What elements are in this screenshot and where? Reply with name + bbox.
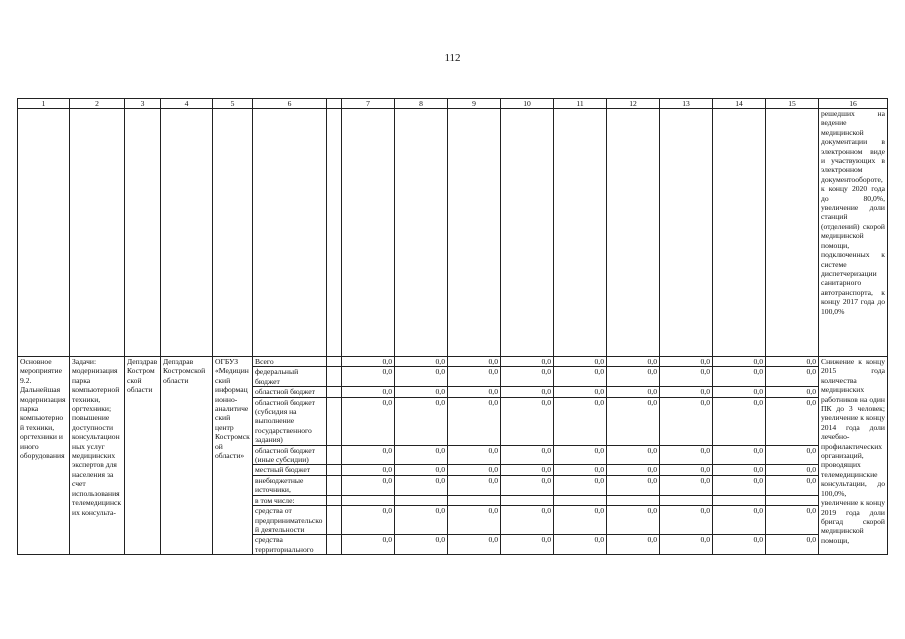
funding-value: 0,0 [713, 535, 766, 555]
header-cell: 15 [766, 99, 819, 109]
funding-source: средства от предпринимательской деятельности [253, 506, 327, 535]
funding-value: 0,0 [766, 445, 819, 465]
funding-value [395, 495, 448, 505]
funding-source: областной бюджет (иные субсидии) [253, 445, 327, 465]
funding-value: 0,0 [607, 445, 660, 465]
funding-value: 0,0 [501, 535, 554, 555]
header-cell: 1 [18, 99, 70, 109]
continued-result-text: решедших на ведение медицинской документации в электронном виде и участвующих в электронном документообороте, к концу 2020 года до 80,0%, увеличение доли станций (отделений) скорой медицинской помощи, подключенных к системе диспетчеризации санитарного автотранспорта, к концу 2017 года до 100,0% [819, 109, 888, 357]
funding-value: 0,0 [342, 397, 395, 445]
funding-value: 0,0 [342, 357, 395, 367]
measure-col5: ОГБУЗ «Медицинский информационно-аналитический центр Костромской области» [213, 357, 253, 555]
funding-value: 0,0 [607, 357, 660, 367]
funding-value: 0,0 [554, 535, 607, 555]
funding-value: 0,0 [660, 445, 713, 465]
funding-value: 0,0 [554, 465, 607, 475]
funding-value: 0,0 [766, 506, 819, 535]
funding-value: 0,0 [713, 357, 766, 367]
funding-value: 0,0 [607, 367, 660, 387]
funding-value: 0,0 [395, 465, 448, 475]
funding-value: 0,0 [448, 387, 501, 397]
empty-cell [327, 475, 342, 495]
page-number: 112 [444, 52, 461, 64]
header-cell: 13 [660, 99, 713, 109]
funding-value: 0,0 [766, 367, 819, 387]
header-row [18, 99, 888, 109]
funding-value: 0,0 [554, 357, 607, 367]
funding-value: 0,0 [660, 465, 713, 475]
funding-value: 0,0 [713, 397, 766, 445]
funding-value: 0,0 [554, 367, 607, 387]
funding-value [448, 495, 501, 505]
financing-table [17, 98, 888, 555]
funding-source: внебюджетные источники, [253, 475, 327, 495]
funding-value: 0,0 [501, 506, 554, 535]
measure-body [18, 357, 888, 555]
funding-value: 0,0 [607, 475, 660, 495]
funding-value: 0,0 [554, 506, 607, 535]
funding-value [766, 495, 819, 505]
funding-value: 0,0 [342, 506, 395, 535]
funding-value: 0,0 [501, 445, 554, 465]
funding-row [18, 357, 888, 367]
header-cell: 2 [70, 99, 125, 109]
funding-value: 0,0 [713, 506, 766, 535]
funding-value: 0,0 [395, 445, 448, 465]
funding-value: 0,0 [607, 387, 660, 397]
measure-result: Снижение к концу 2015 года количества медицинских работников на один ПК до 3 человек; увеличение к концу 2014 года доли лечебно-профилактических организаций, проводящих телемедицинские консультации, до 100,0%, увеличение к концу 2019 года доли бригад скорой медицинской помощи, [819, 357, 888, 555]
funding-value: 0,0 [342, 367, 395, 387]
funding-source: областной бюджет (субсидия на выполнение государственного задания) [253, 397, 327, 445]
measure-col1: Основное мероприятие 9.2. Дальнейшая модернизация парка компьютерной техники, оргтехники и иного оборудования [18, 357, 70, 555]
funding-value: 0,0 [660, 357, 713, 367]
funding-value [342, 495, 395, 505]
measure-col4: Депздрав Костромской области [161, 357, 213, 555]
empty-cell [327, 387, 342, 397]
funding-value: 0,0 [395, 475, 448, 495]
funding-value: 0,0 [501, 475, 554, 495]
funding-value: 0,0 [660, 475, 713, 495]
funding-value: 0,0 [395, 397, 448, 445]
empty-cell [327, 495, 342, 505]
funding-value: 0,0 [395, 506, 448, 535]
measure-col3: Депздрав Костромской области [125, 357, 161, 555]
funding-value [554, 495, 607, 505]
funding-value: 0,0 [713, 475, 766, 495]
header-cell: 8 [395, 99, 448, 109]
funding-value: 0,0 [713, 465, 766, 475]
funding-value [607, 495, 660, 505]
empty-cell [327, 506, 342, 535]
header-cell: 4 [161, 99, 213, 109]
funding-value: 0,0 [554, 445, 607, 465]
funding-value: 0,0 [766, 397, 819, 445]
funding-value: 0,0 [554, 397, 607, 445]
funding-value: 0,0 [395, 357, 448, 367]
funding-value: 0,0 [766, 465, 819, 475]
funding-value: 0,0 [607, 465, 660, 475]
funding-value: 0,0 [342, 387, 395, 397]
funding-value: 0,0 [501, 357, 554, 367]
funding-value [501, 495, 554, 505]
header-cell [327, 99, 342, 109]
funding-value: 0,0 [501, 465, 554, 475]
funding-value: 0,0 [554, 475, 607, 495]
funding-source: федеральный бюджет [253, 367, 327, 387]
funding-value: 0,0 [660, 535, 713, 555]
funding-value: 0,0 [766, 357, 819, 367]
funding-source: Всего [253, 357, 327, 367]
funding-value: 0,0 [713, 445, 766, 465]
funding-value: 0,0 [660, 397, 713, 445]
funding-value: 0,0 [342, 475, 395, 495]
empty-cell [327, 367, 342, 387]
funding-value: 0,0 [448, 357, 501, 367]
header-cell: 16 [819, 99, 888, 109]
funding-value: 0,0 [607, 506, 660, 535]
funding-value: 0,0 [607, 397, 660, 445]
funding-value: 0,0 [766, 475, 819, 495]
funding-value: 0,0 [607, 535, 660, 555]
header-cell: 12 [607, 99, 660, 109]
funding-value: 0,0 [448, 397, 501, 445]
funding-value: 0,0 [766, 535, 819, 555]
funding-source: в том числе: [253, 495, 327, 505]
funding-value: 0,0 [448, 506, 501, 535]
empty-cell [327, 445, 342, 465]
funding-value: 0,0 [713, 387, 766, 397]
funding-value: 0,0 [342, 445, 395, 465]
funding-value: 0,0 [713, 367, 766, 387]
header-cell: 14 [713, 99, 766, 109]
funding-value: 0,0 [554, 387, 607, 397]
funding-value: 0,0 [342, 465, 395, 475]
funding-source: местный бюджет [253, 465, 327, 475]
empty-cell [327, 465, 342, 475]
funding-value: 0,0 [448, 535, 501, 555]
header-cell: 10 [501, 99, 554, 109]
continuation-row [18, 109, 888, 357]
funding-value: 0,0 [448, 367, 501, 387]
header-cell: 3 [125, 99, 161, 109]
funding-value: 0,0 [501, 367, 554, 387]
funding-value: 0,0 [660, 506, 713, 535]
header-cell: 6 [253, 99, 327, 109]
funding-source: областной бюджет [253, 387, 327, 397]
funding-value: 0,0 [501, 387, 554, 397]
funding-value: 0,0 [660, 367, 713, 387]
header-cell: 11 [554, 99, 607, 109]
funding-value: 0,0 [342, 535, 395, 555]
funding-value [660, 495, 713, 505]
header-cell: 5 [213, 99, 253, 109]
funding-source: средства территориального [253, 535, 327, 555]
funding-value: 0,0 [395, 535, 448, 555]
empty-cell [327, 535, 342, 555]
funding-value: 0,0 [766, 387, 819, 397]
funding-value: 0,0 [395, 387, 448, 397]
funding-value [713, 495, 766, 505]
funding-value: 0,0 [501, 397, 554, 445]
funding-value: 0,0 [448, 465, 501, 475]
empty-cell [327, 357, 342, 367]
header-cell: 7 [342, 99, 395, 109]
funding-value: 0,0 [448, 445, 501, 465]
funding-value: 0,0 [448, 475, 501, 495]
measure-col2: Задачи: модернизация парка компьютерной техники, оргтехники; повышение доступности консультационных услуг медицинских экспертов для населения за счет использования телемедицинских консульта- [70, 357, 125, 555]
empty-cell [327, 397, 342, 445]
funding-value: 0,0 [660, 387, 713, 397]
header-cell: 9 [448, 99, 501, 109]
funding-value: 0,0 [395, 367, 448, 387]
